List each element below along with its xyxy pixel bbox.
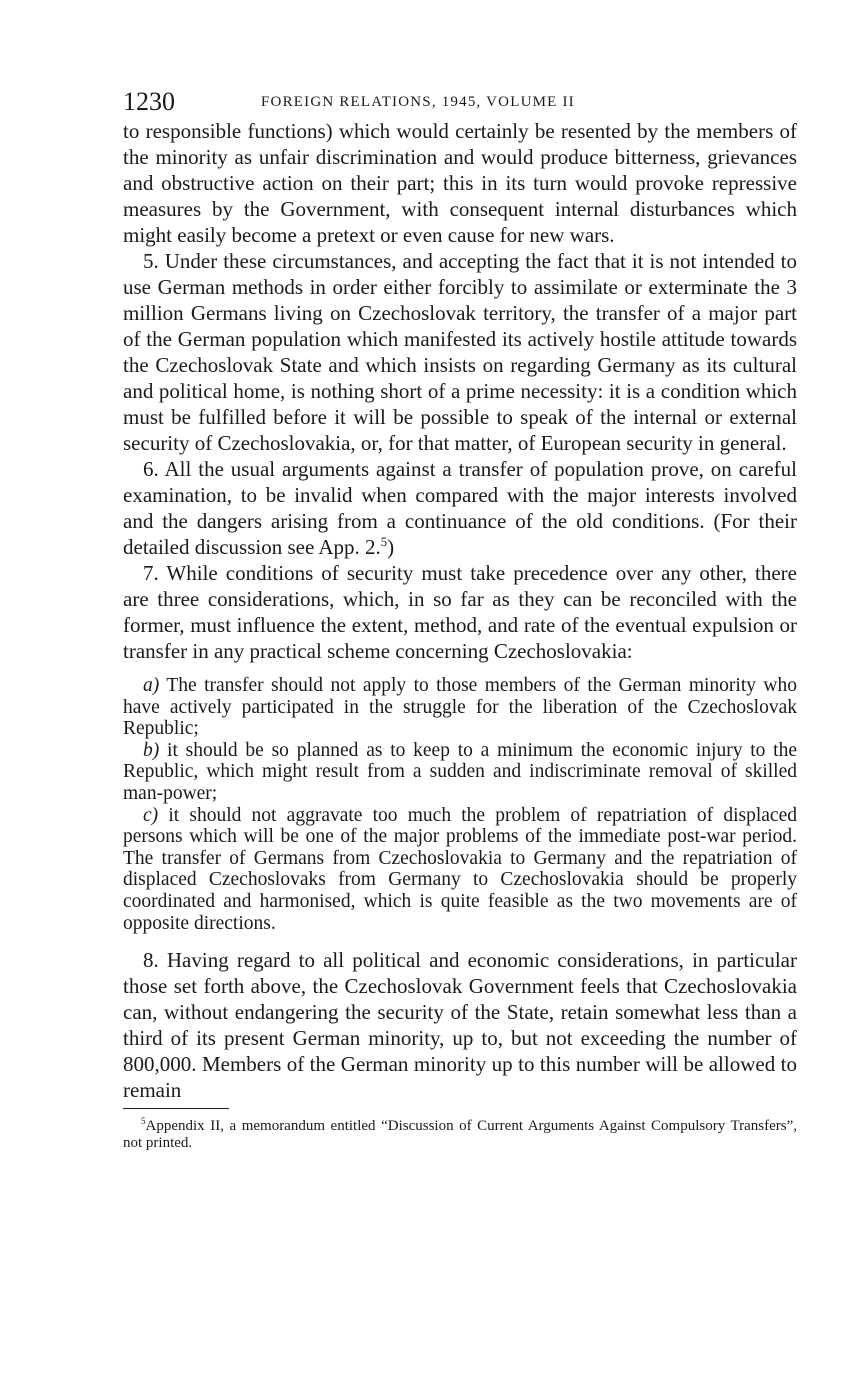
footnote-text: Appendix II, a memorandum entitled “Discussion of Current Arguments Against Compulsory Transfers”, not printed. — [123, 1118, 797, 1152]
list-item-label: a) — [143, 675, 160, 696]
body-text-continued — [123, 947, 797, 1103]
paragraph-continued: to responsible functions) which would certainly be resented by the members of the minority as unfair discrimination and would produce bitterness, grievances and obstructive action on their part; this in its turn would provoke repressive measures by the Government, with consequent internal disturbances which might easily become a pretext or even cause for new wars. — [123, 119, 797, 247]
list-item-text: The transfer should not apply to those members of the German minority who have actively participated in the struggle for the liberation of the Czechoslovak Republic; — [123, 675, 797, 740]
footnote-divider — [123, 1108, 229, 1109]
page-number: 1230 — [123, 87, 175, 116]
paragraph-6-text: 6. All the usual arguments against a transfer of population prove, on careful examination, to be invalid when compared with the major interests involved and the dangers arising from a continuance of the old conditions. (For their detailed discussion see App. 2. — [123, 457, 797, 559]
footnote — [123, 1118, 797, 1152]
list-item — [123, 805, 797, 935]
paragraph-5: 5. Under these circumstances, and accepting the fact that it is not intended to use German methods in order either forcibly to assimilate or exterminate the 3 million Germans living on Czechoslovak territory, the transfer of a major part of the German population which manifested its actively hostile attitude towards the Czechoslovak State and which insists on regarding Germany as its cultural and political home, is nothing short of a prime necessity: it is a condition which must be fulfilled before it will be possible to speak of the internal or external security of Czechoslovakia, or, for that matter, of European security in general. — [123, 249, 797, 455]
running-head — [123, 86, 797, 118]
header-title: FOREIGN RELATIONS, 1945, VOLUME II — [261, 94, 575, 110]
list-item — [123, 740, 797, 805]
considerations-list — [123, 675, 797, 934]
footnote-reference: 5 — [380, 535, 388, 549]
paragraph-8: 8. Having regard to all political and economic considerations, in particular those set forth above, the Czechoslovak Government feels that Czechoslovakia can, without endangering the security of the State, retain somewhat less than a third of its present German minority, up to, but not exceeding the number of 800,000. Members of the German minority up to this number will be allowed to remain — [123, 948, 797, 1103]
list-item — [123, 675, 797, 740]
paragraph-6 — [123, 456, 797, 560]
footnote-entry — [123, 1118, 797, 1152]
list-item-label: c) — [143, 804, 159, 826]
body-text — [123, 118, 797, 664]
document-page — [123, 86, 797, 1152]
list-item-text: it should be so planned as to keep to a minimum the economic injury to the Republic, which might result from a sudden and indiscriminate removal of skilled man-power; — [123, 739, 797, 804]
paragraph-7: 7. While conditions of security must take precedence over any other, there are three considerations, which, in so far as they can be reconciled with the former, must influence the extent, method, and rate of the eventual expulsion or transfer in any practical scheme concerning Czechoslovakia: — [123, 561, 797, 663]
paragraph-6-end: ) — [387, 535, 395, 559]
footnote-marker: 5 — [141, 1116, 146, 1127]
list-item-text: it should not aggravate too much the problem of repatriation of displaced persons which will be one of the major problems of the immediate post-war period. The transfer of Germans from Czechoslovakia to Germany and the repatriation of displaced Czechoslovaks from Germany to Czechoslovakia should be properly coordinated and harmonised, which is quite feasible as the two movements are of opposite directions. — [123, 804, 797, 934]
list-item-label: b) — [143, 739, 160, 761]
